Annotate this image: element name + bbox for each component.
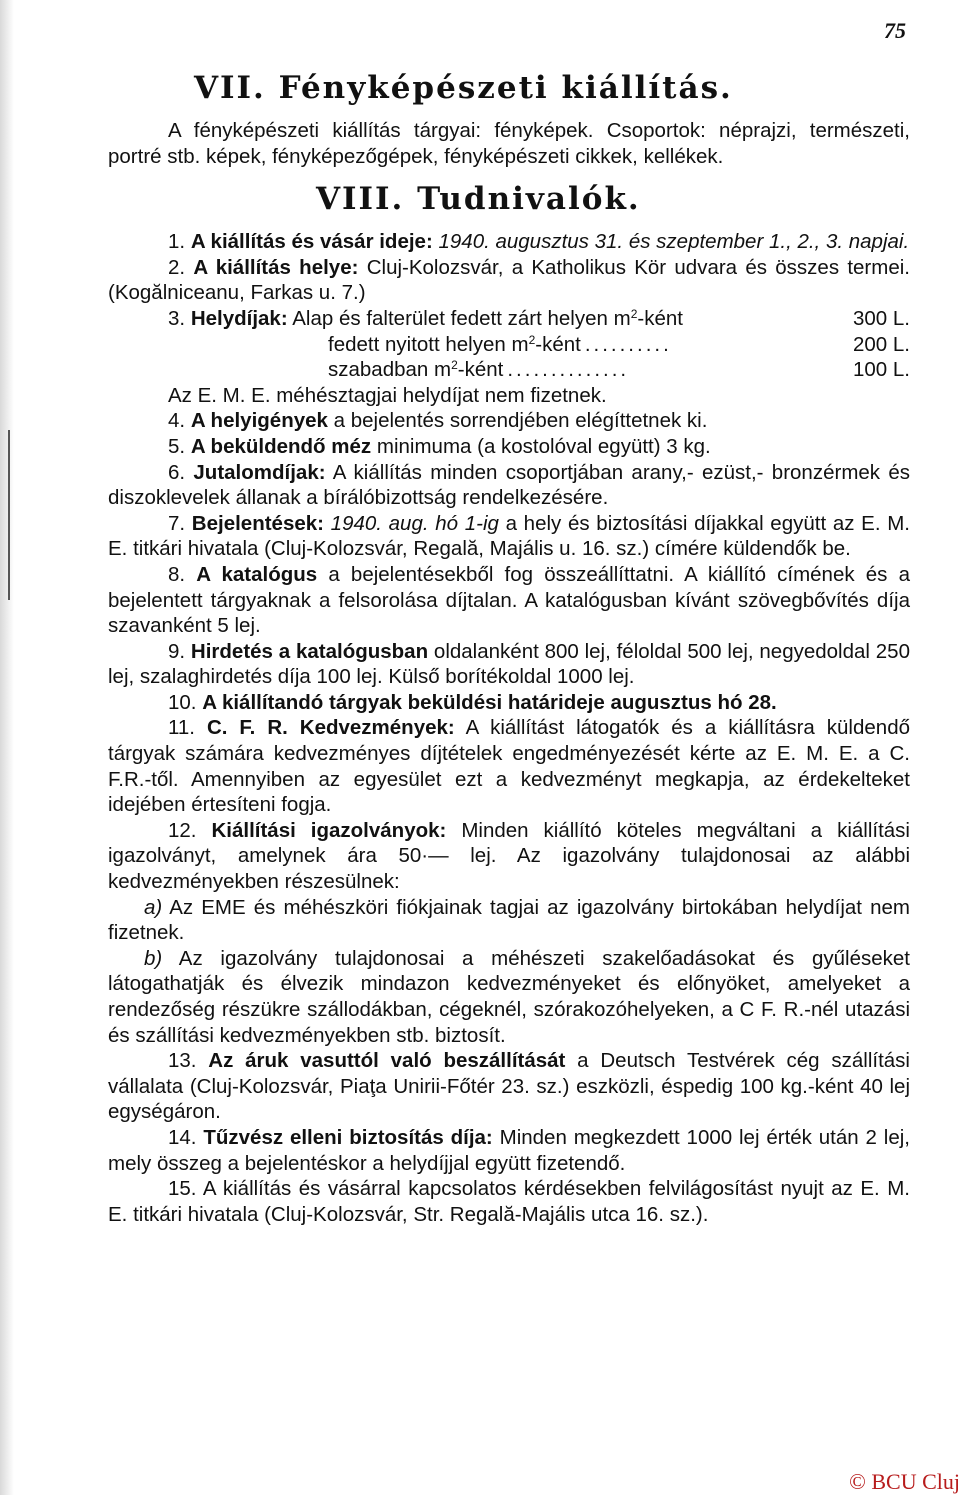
item-text: A kiállítás minden csoportjában arany,- ezüst,- bronzérmek és diszoklevelek állanak a bírálóbizottság rendelkezésére. [108, 460, 910, 510]
fee-row-covered-open [108, 332, 910, 358]
section-heading-7: VII. Fényképészeti kiállítás. [194, 70, 733, 106]
fee-dots: .............. [507, 358, 630, 382]
fee-table [108, 306, 910, 383]
item-dates: 1940. augusztus 31. és szeptember 1., 2., 3. napjai. [438, 230, 910, 254]
item-number: 5. [168, 434, 186, 458]
item-number: 15. [168, 1177, 197, 1201]
item-number: 3. [168, 306, 186, 330]
fee-value: 100 L. [853, 358, 910, 382]
item-number: 11. [168, 716, 195, 740]
item-12-b [108, 946, 910, 1048]
item-1 [108, 229, 910, 255]
item-text: a hely és biztosítási díjakkal együtt az E. M. E. titkári hivatala (Cluj-Kolozsvár, Regală, Majális u. 16. sz.) címére küldendők be. [108, 511, 910, 561]
item-11 [108, 715, 910, 817]
fee-sup: 2 [451, 358, 458, 373]
item-15 [108, 1176, 910, 1227]
page-number: 75 [884, 18, 906, 43]
item-title: Helydíjak: [190, 306, 288, 330]
item-5 [108, 434, 910, 460]
item-number: 7. [168, 511, 186, 535]
library-watermark: © BCU Cluj [849, 1469, 960, 1494]
fee-sup: 2 [528, 332, 536, 347]
item-title: A kiállítás és vásár ideje: [190, 230, 433, 254]
section-7-text: A fényképészeti kiállítás tárgyai: fényképek. Csoportok: néprajzi, természeti, portré stb. képek, fényképezőgépek, fényképészeti cikkek, kellékek. [108, 119, 910, 168]
item-14 [108, 1125, 910, 1176]
sub-item-text: Az igazolvány tulajdonosai a méhészeti szakelőadásokat és gyűléseket látogathatják és élvezik mindazon kedvezményeket és előnyöket, amelyeket a rendezőség részükre szállodákban, cégeknél, szórakozóhelyeken, a C F. R.-nél utazási és szállítási kedvezményekben stb. biztosít. [108, 946, 910, 1047]
item-number: 14. [168, 1125, 197, 1149]
item-title: A helyigények [190, 409, 328, 433]
item-12-a [108, 895, 910, 946]
item-13 [108, 1048, 910, 1125]
item-number: 8. [168, 562, 186, 586]
sub-item-label: a) [144, 895, 163, 919]
item-12 [108, 818, 910, 895]
sub-item-text: Az EME és méhészköri fiókjainak tagjai az igazolvány birtokában helydíjat nem fizetnek. [108, 895, 910, 945]
item-8 [108, 562, 910, 639]
item-text: a bejelentésekből fog összeállíttatni. A kiállító címének és a bejelentett tárgyaknak a felsorolása díjtalan. A katalógusban kívánt szövegbővítés díja szavanként 5 lej. [108, 562, 910, 638]
fee-label: Alap és falterület fedett zárt helyen m [292, 306, 631, 330]
item-title: A katalógus [196, 562, 318, 586]
fee-suffix: -ként [637, 306, 683, 330]
item-text: Minden megkezdett 1000 lej érték után 2 lej, mely összeg a bejelentéskor a helydíjjal együtt fizetendő. [108, 1125, 910, 1175]
item-title: C. F. R. Kedvezmények: [206, 716, 455, 740]
item-number: 13. [168, 1049, 197, 1073]
scan-edge-mark [8, 430, 10, 600]
fee-suffix: -ként [457, 358, 504, 382]
item-title: Tűzvész elleni biztosítás díja: [203, 1125, 493, 1149]
item-title: Kiállítási igazolványok: [211, 818, 447, 842]
item-title: Bejelentések: [191, 511, 324, 535]
item-2 [108, 255, 910, 306]
fee-row-open-air [108, 357, 910, 383]
item-title: Jutalomdíjak: [193, 460, 326, 484]
item-text: A kiállítás és vásárral kapcsolatos kérdésekben felvilágosítást nyujt az E. M. E. titkári hivatala (Cluj-Kolozsvár, Str. Regală-Majális utca 16. sz.). [108, 1177, 910, 1226]
fee-suffix: -ként [535, 332, 581, 356]
item-text: Cluj-Kolozsvár, a Katholikus Kör udvara és összes termei. (Kogălniceanu, Farkas u. 7.) [108, 255, 910, 305]
item-9 [108, 639, 910, 690]
item-text: minimuma (a kostolóval együtt) 3 kg. [376, 434, 711, 458]
item-number: 10. [168, 690, 197, 714]
fee-dots: .......... [584, 332, 672, 356]
item-text: a bejelentés sorrendjében elégíttetnek ki. [333, 409, 708, 433]
item-4 [108, 408, 910, 434]
fee-sup: 2 [630, 306, 638, 321]
item-6 [108, 460, 910, 511]
item-title: A kiállítandó tárgyak beküldési határideje augusztus hó 28. [202, 690, 777, 714]
item-7 [108, 511, 910, 562]
item-deadline: 1940. aug. hó 1-ig [330, 511, 499, 535]
section-heading-8: VIII. Tudnivalók. [316, 181, 641, 218]
item-number: 1. [168, 230, 186, 254]
item-title: A beküldendő méz [190, 434, 372, 458]
item-10 [108, 690, 910, 716]
sub-item-label: b) [144, 946, 163, 970]
fee-row-covered-closed [108, 306, 910, 332]
item-title: A kiállítás helye: [193, 255, 359, 279]
fee-label: szabadban m [328, 358, 452, 382]
scan-edge-shadow [0, 0, 14, 1495]
page-content [108, 68, 910, 1227]
item-text: oldalanként 800 lej, féloldal 500 lej, negyedoldal 250 lej, szalaghirdetés díja 100 lej. Külső borítékoldal 1000 lej. [108, 639, 910, 689]
item-title: Az áruk vasuttól való beszállítását [208, 1049, 566, 1073]
item-text: a Deutsch Testvérek cég szállítási vállalata (Cluj-Kolozsvár, Piaţa Unirii-Főtér 23. sz.) eszközli, éspedig 100 kg.-ként 40 lej egységáron. [108, 1049, 910, 1124]
item-number: 6. [168, 460, 186, 484]
item-number: 4. [168, 409, 186, 433]
fee-value: 300 L. [853, 306, 910, 330]
eme-note: Az E. M. E. méhésztagjai helydíjat nem fizetnek. [168, 383, 607, 407]
fee-value: 200 L. [853, 332, 910, 356]
item-number: 12. [168, 818, 197, 842]
item-text: A kiállítást látogatók és a kiállításra küldendő tárgyak számára kedvezményes díjtételek engedményezését kérte az E. M. E. a C. F.R.-től. Amennyiben az egyesület ezt a kedvezményt megkapja, az érdekelteket idejében értesíteni fogja. [108, 716, 910, 817]
item-title: Hirdetés a katalógusban [190, 639, 429, 663]
item-number: 9. [168, 639, 186, 663]
fee-label: fedett nyitott helyen m [328, 332, 529, 356]
item-number: 2. [168, 255, 186, 279]
item-text: Minden kiállító köteles megváltani a kiállítási igazolványt, amelynek ára 50·— lej. Az igazolvány tulajdonosai az alábbi kedvezményekben részesülnek: [108, 818, 910, 894]
